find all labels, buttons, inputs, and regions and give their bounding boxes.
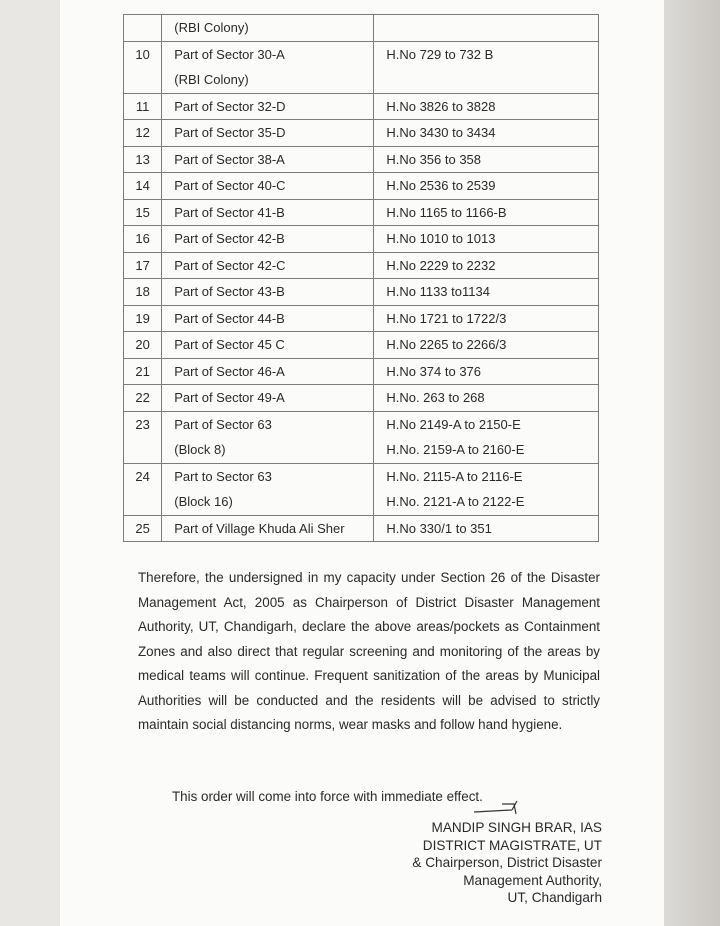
serial-number-cell [124, 120, 162, 147]
area-text: (RBI Colony) [174, 20, 249, 35]
house-number-cell [374, 358, 599, 385]
serial-number-cell [124, 279, 162, 306]
serial-number-cell [124, 385, 162, 412]
signatory-role-cont: Management Authority, [463, 872, 602, 888]
table-row [124, 463, 599, 515]
area-text: Part of Village Khuda Ali Sher [174, 520, 345, 536]
area-text: Part to Sector 63 [174, 468, 272, 484]
house-number-cell [374, 305, 599, 332]
area-cell [162, 385, 374, 412]
table-row [124, 93, 599, 120]
house-number-cell [374, 252, 599, 279]
serial-number [124, 15, 161, 41]
house-number-cell [374, 120, 599, 147]
area-cell [162, 332, 374, 359]
serial-number: 19 [135, 310, 150, 326]
house-number-text: H.No 1721 to 1722/3 [386, 310, 507, 326]
serial-number: 14 [135, 178, 150, 193]
area-text: Part of Sector 30-A [174, 46, 285, 62]
serial-number: 12 [135, 125, 150, 140]
serial-number: 22 [135, 390, 150, 405]
table-row [124, 332, 599, 359]
house-number-text: H.No 374 to 376 [386, 363, 482, 379]
area-text: (Block 8) [174, 442, 226, 457]
table-row [124, 252, 599, 279]
area-text: Part of Sector 38-A [174, 151, 285, 167]
serial-number: 18 [135, 284, 150, 299]
serial-number: 21 [135, 363, 150, 379]
effect-statement: This order will come into force with immediate effect. [172, 789, 483, 804]
table-row [124, 279, 599, 306]
house-number-text: H.No. 2121-A to 2122-E [386, 494, 525, 509]
serial-number: 17 [135, 257, 150, 273]
area-cell [162, 146, 374, 173]
serial-number: 23 [135, 416, 150, 432]
area-cell [162, 515, 374, 542]
serial-number: 16 [135, 231, 150, 246]
house-number-cell [374, 463, 599, 515]
area-text: Part of Sector 63 [174, 416, 272, 432]
area-cell [162, 93, 374, 120]
serial-number: 25 [135, 520, 150, 536]
serial-number-cell [124, 146, 162, 173]
area-cell [162, 358, 374, 385]
house-number-text: H.No 2149-A to 2150-E [386, 416, 521, 432]
serial-number: 15 [135, 204, 150, 220]
house-number-text: H.No 1010 to 1013 [386, 231, 496, 246]
signatory-title: DISTRICT MAGISTRATE, UT [422, 837, 602, 853]
table-row [124, 41, 599, 93]
table-row [124, 226, 599, 253]
serial-number: 13 [135, 151, 150, 167]
signatory-name: MANDIP SINGH BRAR, IAS [431, 820, 602, 835]
serial-number-cell [124, 305, 162, 332]
house-number-cell [374, 332, 599, 359]
house-number-cell [374, 199, 599, 226]
house-number-text: H.No 729 to 732 B [386, 46, 494, 62]
serial-number-cell [124, 93, 162, 120]
house-number-cell [374, 15, 599, 42]
area-cell [162, 120, 374, 147]
serial-number: 10 [135, 46, 150, 62]
signature-block [412, 819, 602, 907]
serial-number-cell [124, 515, 162, 542]
table-row [124, 515, 599, 542]
area-text: Part of Sector 46-A [174, 363, 285, 379]
signatory-role: & Chairperson, District Disaster [412, 855, 602, 870]
area-text: Part of Sector 42-B [174, 231, 285, 246]
house-number-cell [374, 515, 599, 542]
table-row [124, 15, 599, 42]
house-number-text [374, 15, 598, 41]
area-text: (RBI Colony) [174, 72, 249, 87]
house-number-cell [374, 173, 599, 200]
house-number-text [374, 67, 598, 93]
area-cell [162, 279, 374, 306]
area-text: Part of Sector 49-A [174, 390, 285, 405]
house-number-cell [374, 385, 599, 412]
house-number-text: H.No 2265 to 2266/3 [386, 337, 507, 352]
area-text: (Block 16) [174, 494, 233, 509]
area-cell [162, 463, 374, 515]
serial-number-cell [124, 173, 162, 200]
serial-number: 20 [135, 337, 150, 352]
area-text: Part of Sector 44-B [174, 310, 285, 326]
house-number-text: H.No. 2159-A to 2160-E [386, 442, 525, 457]
table-row [124, 305, 599, 332]
signature-scribble [472, 798, 532, 818]
declaration-paragraph: Therefore, the undersigned in my capacity under Section 26 of the Disaster Management Act, 2005 as Chairperson of District Disaster Management Authority, UT, Chandigarh, declare the above areas/pockets as Containment Zones and also direct that regular screening and monitoring of the areas by medical teams will continue. Frequent sanitization of the areas by Municipal Authorities will be conducted and the residents will be advised to strictly maintain social distancing norms, wear masks and follow hand hygiene. [138, 570, 600, 732]
containment-zones-table [123, 14, 599, 542]
table-row [124, 385, 599, 412]
house-number-text: H.No 356 to 358 [386, 151, 482, 167]
serial-number: 24 [135, 468, 150, 484]
serial-number-cell [124, 252, 162, 279]
area-text: Part of Sector 42-C [174, 257, 286, 273]
table-row [124, 173, 599, 200]
zones-table-body [124, 15, 599, 542]
area-text: Part of Sector 41-B [174, 204, 285, 220]
serial-number-cell [124, 463, 162, 515]
serial-number-cell [124, 41, 162, 93]
house-number-text: H.No. 2115-A to 2116-E [386, 468, 523, 484]
area-cell [162, 252, 374, 279]
house-number-cell [374, 226, 599, 253]
house-number-text: H.No 1133 to1134 [386, 284, 490, 299]
house-number-cell [374, 41, 599, 93]
house-number-text: H.No 3430 to 3434 [386, 125, 496, 140]
area-cell [162, 41, 374, 93]
signatory-location: UT, Chandigarh [507, 890, 602, 905]
area-cell [162, 199, 374, 226]
table-row [124, 358, 599, 385]
table-row [124, 411, 599, 463]
serial-number-cell [124, 332, 162, 359]
page-edge-shadow [664, 0, 720, 926]
serial-number: 11 [135, 98, 150, 114]
house-number-text: H.No 330/1 to 351 [386, 520, 492, 536]
house-number-cell [374, 146, 599, 173]
serial-number-cell [124, 199, 162, 226]
house-number-text: H.No 2536 to 2539 [386, 178, 496, 193]
area-text: Part of Sector 40-C [174, 178, 286, 193]
table-row [124, 120, 599, 147]
serial-number-cell [124, 15, 162, 42]
area-text: Part of Sector 45 C [174, 337, 285, 352]
area-text: Part of Sector 35-D [174, 125, 286, 140]
house-number-text: H.No 3826 to 3828 [386, 98, 496, 114]
house-number-cell [374, 93, 599, 120]
table-row [124, 199, 599, 226]
table-row [124, 146, 599, 173]
house-number-cell [374, 279, 599, 306]
serial-number-cell [124, 358, 162, 385]
house-number-text: H.No 1165 to 1166-B [386, 204, 507, 220]
area-cell [162, 411, 374, 463]
area-text: Part of Sector 43-B [174, 284, 285, 299]
area-text: Part of Sector 32-D [174, 98, 286, 114]
area-cell [162, 226, 374, 253]
serial-number-cell [124, 226, 162, 253]
house-number-cell [374, 411, 599, 463]
area-cell [162, 173, 374, 200]
area-cell [162, 15, 374, 42]
house-number-text: H.No. 263 to 268 [386, 390, 485, 405]
area-cell [162, 305, 374, 332]
serial-number-cell [124, 411, 162, 463]
house-number-text: H.No 2229 to 2232 [386, 257, 496, 273]
